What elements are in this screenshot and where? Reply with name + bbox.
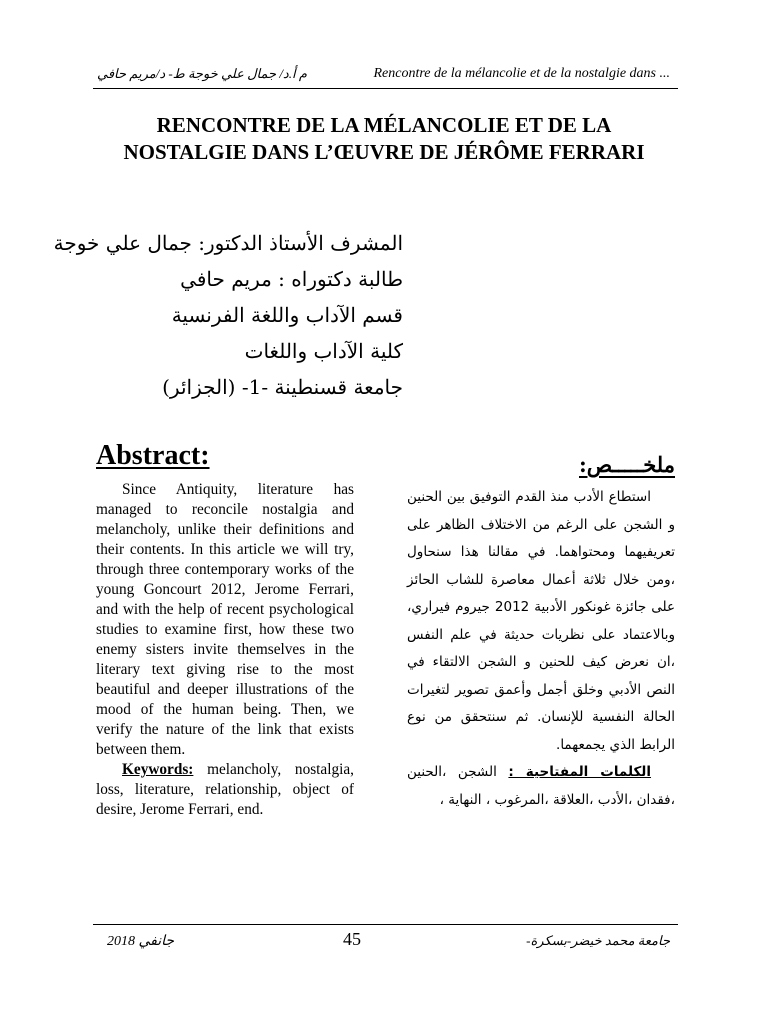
faculty-line: كلية الآداب واللغات [244,339,403,363]
page-footer [93,924,678,955]
abstract-arabic [407,484,675,814]
running-header [93,64,678,89]
arabic-abstract-heading: ملخـــــص: [579,452,675,477]
arabic-abstract-text: استطاع الأدب منذ القدم التوفيق بين الحنين و الشجن على الرغم من الاختلاف الظاهر على تعريفيهما ومحتواهما. في مقالنا هذا سنحاول ،ومن خلال ثلاثة أعمال معاصرة للشاب الحائز على جائزة غونكور الأدبية 2012 جيروم فيراري، وبالاعتماد على نظريات حديثة في علم النفس ،ان نعرض كيف للحنين و الشجن الالتقاء في النص الأدبي وخلق أجمل وأعمق تصوير لتغيرات الحالة النفسية للإنسان. ثم سنتحقق من نوع الرابط الذي يجمعهما. [407,489,676,753]
department-line: قسم الآداب واللغة الفرنسية [171,303,403,327]
footer-university: جامعة محمد خيضر-بسكرة- [526,933,670,948]
keywords-label: Keywords: [122,761,194,778]
supervisor-line: المشرف الأستاذ الدكتور: جمال علي خوجة [53,231,403,255]
author-block [43,225,403,405]
abstract-text: Since Antiquity, literature has managed to reconcile nostalgia and melancholy, unlike their definitions and their contents. In this article we will try, through three contemporary works of the young Goncourt 2012, Jerome Ferrari, and with the help of recent psychological studies to examine first, how these two enemy sisters invite themselves in the literary text giving rise to the most beautiful and deeper illustrations of the mood of the human being. Then, we verify the nature of the link that exists between them. [96,481,354,758]
page-number: 45 [343,929,361,949]
university-line: جامعة قسنطينة -1- (الجزائر) [162,375,403,399]
abstract-english [96,480,354,820]
header-authors: م أ.د/ جمال علي خوجة ط- د/مريم حافي [97,66,307,81]
student-line: طالبة دكتوراه : مريم حافي [180,267,403,291]
article-title: RENCONTRE DE LA MÉLANCOLIE ET DE LA NOSTALGIE DANS L’ŒUVRE DE JÉRÔME FERRARI [123,113,645,164]
keywords-paragraph [96,760,354,820]
abstract-heading: Abstract: [96,440,210,471]
arabic-keywords-label: الكلمات المفتاحية : [508,764,652,780]
keywords-text: melancholy, nostalgia, loss, literature, relationship, object of desire, Jerome Ferrari, end. [96,761,354,818]
arabic-keywords-paragraph [407,759,675,814]
arabic-keywords-text: الشجن ،الحنين ،فقدان ،الأدب ،العلاقة ،المرغوب ، النهاية ، [407,764,675,808]
header-title: Rencontre de la mélancolie et de la nostalgie dans ... [373,66,670,81]
footer-date: جانفي 2018 [107,934,175,949]
